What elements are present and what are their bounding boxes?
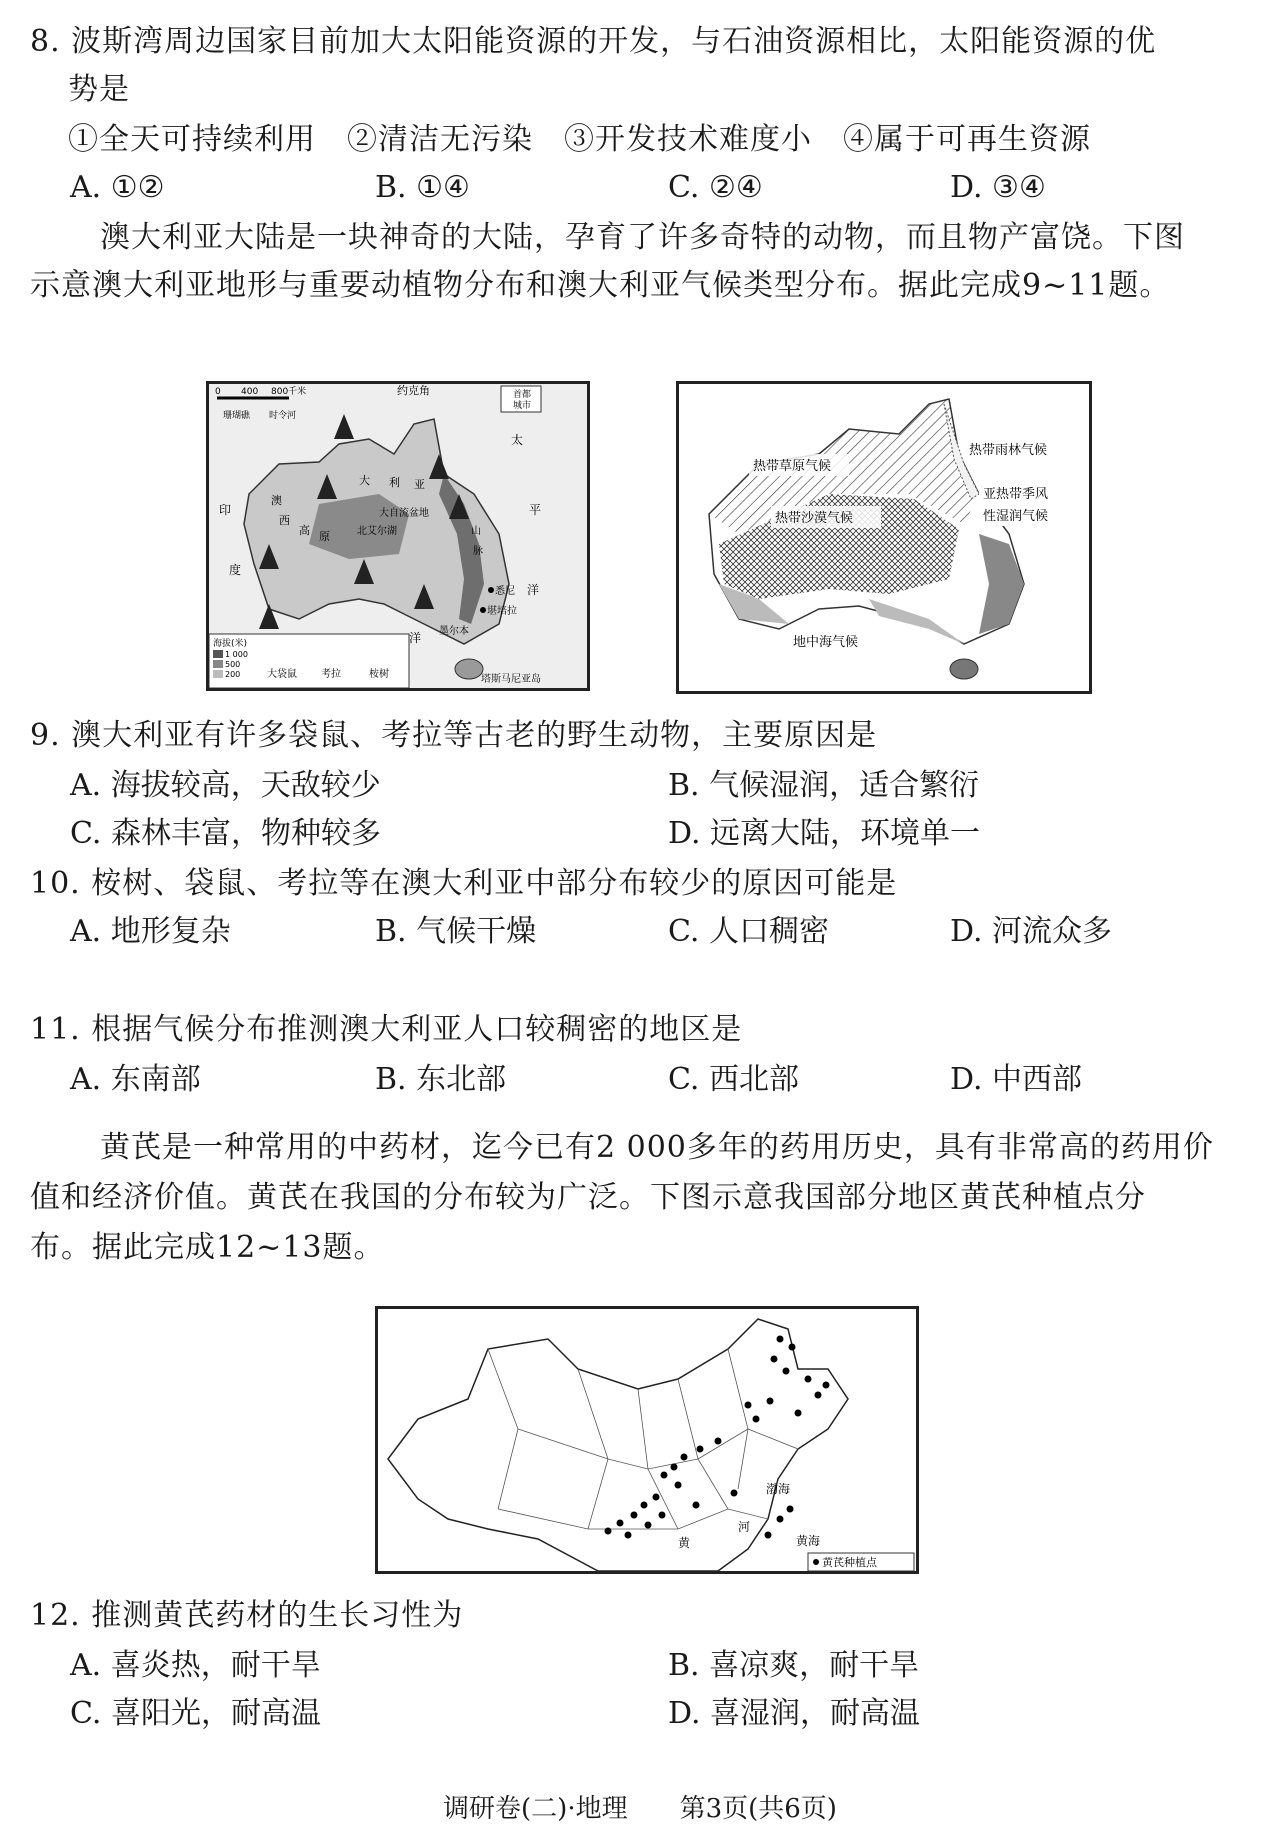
zone-desert: 热带沙漠气候	[775, 511, 854, 526]
label-plateau-1: 澳	[271, 494, 282, 507]
label-plateau-3: 高	[299, 524, 310, 537]
passage1-line1: 澳大利亚大陆是一块神奇的大陆，孕育了许多奇特的动物，而且物产富饶。下图	[100, 220, 1185, 255]
label-indian-3: 洋	[409, 631, 422, 645]
legend-planting-point: 黄芪种植点	[822, 1556, 877, 1569]
label-continent-3: 亚	[414, 478, 425, 491]
q12-stem: 12. 推测黄芪药材的生长习性为	[30, 1598, 464, 1633]
label-bohai: 渤海	[766, 1482, 791, 1496]
label-canberra: 堪培拉	[487, 606, 517, 617]
scale-0: 0	[215, 387, 221, 397]
q12-option-d: D. 喜湿润，耐高温	[668, 1696, 921, 1731]
q10-option-d: D. 河流众多	[950, 914, 1113, 949]
scale-800: 800千米	[271, 387, 307, 397]
label-range-2: 脉	[473, 546, 483, 557]
legend-reef: 珊瑚礁	[223, 411, 251, 421]
q8-option-d: D. ③④	[950, 170, 1046, 205]
q8-items: ①全天可持续利用 ②清洁无污染 ③开发技术难度小 ④属于可再生资源	[68, 122, 1091, 157]
q9-option-d: D. 远离大陆，环境单一	[668, 816, 981, 851]
china-outline	[388, 1319, 848, 1571]
passage2-line2: 值和经济价值。黄芪在我国的分布较为广泛。下图示意我国部分地区黄芪种植点分	[30, 1180, 1146, 1215]
elev-title: 海拔(米)	[213, 639, 248, 649]
q11-option-c: C. 西北部	[668, 1062, 799, 1097]
q8-option-a: A. ①②	[70, 170, 165, 205]
legend-city: 城市	[513, 401, 532, 411]
q12-option-c: C. 喜阳光，耐高温	[70, 1696, 321, 1731]
passage2-line1: 黄芪是一种常用的中药材，迄今已有2 000多年的药用历史，具有非常高的药用价	[100, 1130, 1214, 1165]
elev-200: 200	[225, 670, 241, 679]
passage2-line3: 布。据此完成12~13题。	[30, 1230, 385, 1265]
label-sydney: 悉尼	[495, 586, 515, 597]
zone-rainforest: 热带雨林气候	[969, 443, 1048, 458]
label-plateau-2: 西	[279, 514, 290, 527]
q8-stem-line1: 8. 波斯湾周边国家目前加大太阳能资源的开发，与石油资源相比，太阳能资源的优	[30, 24, 1157, 59]
label-cape-york: 约克角	[397, 384, 430, 397]
label-continent-2: 利	[389, 476, 400, 489]
q10-option-c: C. 人口稠密	[668, 914, 829, 949]
label-basin: 大自流盆地	[379, 508, 429, 519]
label-pacific-1: 太	[511, 433, 524, 447]
label-pacific-2: 平	[529, 503, 542, 517]
q8-stem-line2: 势是	[68, 72, 130, 107]
australia-climate-map	[676, 381, 1092, 694]
zone-subtropical-1: 亚热带季风	[983, 487, 1049, 502]
label-melbourne: 墨尔本	[439, 626, 469, 637]
q9-stem: 9. 澳大利亚有许多袋鼠、考拉等古老的野生动物，主要原因是	[30, 718, 878, 753]
q8-option-c: C. ②④	[668, 170, 763, 205]
label-indian-2: 度	[229, 563, 242, 577]
australia-terrain-map	[206, 381, 590, 691]
scale-400: 400	[241, 387, 259, 397]
label-plateau-4: 原	[319, 530, 330, 543]
label-huang: 黄	[678, 1536, 691, 1550]
legend-river: 时令河	[269, 411, 297, 421]
elev-500: 500	[225, 660, 241, 669]
legend-koala: 考拉	[321, 669, 341, 680]
q9-option-b: B. 气候湿润，适合繁衍	[668, 768, 980, 803]
legend-capital: 首都	[513, 390, 532, 400]
q11-option-d: D. 中西部	[950, 1062, 1083, 1097]
label-indian-1: 印	[219, 503, 232, 517]
q8-option-b: B. ①④	[375, 170, 470, 205]
label-pacific-3: 洋	[527, 583, 540, 597]
q9-option-a: A. 海拔较高，天敌较少	[70, 768, 381, 803]
label-range-1: 山	[471, 526, 481, 537]
label-lake: 北艾尔湖	[357, 526, 397, 537]
legend-kangaroo: 大袋鼠	[267, 669, 297, 680]
q12-option-b: B. 喜凉爽，耐干旱	[668, 1648, 920, 1683]
label-tasmania: 塔斯马尼亚岛	[481, 674, 541, 685]
zone-mediterranean: 地中海气候	[793, 635, 859, 650]
label-continent-1: 大	[359, 474, 370, 487]
label-he: 河	[738, 1520, 751, 1534]
elev-1000: 1 000	[225, 650, 248, 659]
zone-subtropical-2: 性湿润气候	[983, 509, 1049, 524]
q11-stem: 11. 根据气候分布推测澳大利亚人口较稠密的地区是	[30, 1012, 743, 1047]
label-yellow-sea: 黄海	[796, 1534, 821, 1548]
tasmania-island	[455, 659, 483, 679]
q12-option-a: A. 喜炎热，耐干旱	[70, 1648, 321, 1683]
zone-savanna: 热带草原气候	[753, 459, 832, 474]
q10-option-b: B. 气候干燥	[375, 914, 537, 949]
page-footer: 调研卷(二)·地理 第3页(共6页)	[443, 1794, 837, 1824]
q11-option-b: B. 东北部	[375, 1062, 507, 1097]
q11-option-a: A. 东南部	[70, 1062, 201, 1097]
q10-stem: 10. 桉树、袋鼠、考拉等在澳大利亚中部分布较少的原因可能是	[30, 866, 898, 901]
legend-eucalyptus: 桉树	[369, 669, 389, 680]
q10-option-a: A. 地形复杂	[70, 914, 231, 949]
china-astragalus-map	[375, 1306, 919, 1574]
passage1-line2: 示意澳大利亚地形与重要动植物分布和澳大利亚气候类型分布。据此完成9~11题。	[30, 268, 1171, 303]
q9-option-c: C. 森林丰富，物种较多	[70, 816, 381, 851]
